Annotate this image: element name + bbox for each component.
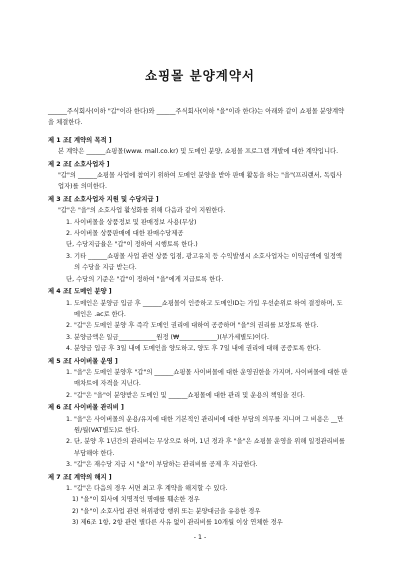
clause-line: 2. 사이버몰 상품판매에 대한 판매수당제공 — [66, 230, 184, 238]
clause-line: 3. "갑"은 재수당 지급 시 "을"이 부담하는 관리비를 공제 후 지급한다. — [66, 461, 258, 469]
clause-list — [48, 135, 348, 529]
article-heading: 제 5 조[ 사이버몰 운영 ] — [48, 357, 118, 365]
article-heading: 제 6 조[ 사이버몰 관리비 ] — [48, 404, 124, 412]
document-body — [48, 106, 348, 529]
intro-paragraph: ______주식회사(이하 "갑"이라 한다)와 ______주식회사(이하 "을"이라 한다)는 아래와 같이 쇼핑몰 분양계약을 체결한다. — [48, 108, 345, 127]
clause-line: 2. "갑"은 "을"이 분양받은 도메인 및 ______쇼핑몰에 대한 관리 및 운용의 책임을 진다. — [66, 391, 305, 399]
article-heading: 제 1 조[ 계약의 목적 ] — [48, 136, 112, 144]
clause-line: 1. "을"은 도메인 분양후 "갑"의 ______쇼핑몰 사이버몰에 대한 운영권한을 가지며, 사이버몰에 대한 판매차트에 자격을 지닌다. — [66, 368, 348, 388]
clause-line: 1. 사이버몰을 상품정보 및 판매정보 사용(무상) — [66, 218, 197, 226]
clause-line: "갑"의 ______쇼핑몰 사업에 참여키 위하여 도메인 분양을 받아 판매 활동을 하는 "을"(프리랜서, 독립사업자)를 의미한다. — [58, 172, 343, 191]
article-heading: 제 4 조[ 도메인 분양 ] — [48, 288, 112, 296]
clause-line: 1. "을"은 사이버몰의 운용/유지에 대한 기본적인 관리비에 대한 부담의 의무를 지니며 그 비용은 __만원/월(VAT별도)로 한다. — [66, 415, 344, 434]
article-heading: 제 2 조[ 소호사업자 ] — [48, 160, 110, 168]
clause-line: 2) "을"이 소호사업 관련 허위광랑 행위 또는 분양대금을 유용한 경우 — [72, 507, 261, 515]
clause-line: 2. 단, 분양 후 1년간의 관리비는 무상으로 하며, 1년 경과 후 "을"은 쇼핑몰 운영을 위해 일정관리비를 부담해야 한다. — [66, 438, 345, 457]
clause-line: 4. 분양금 입금 후 3일 내에 도메인을 양도하고, 양도 후 7일 내에 권리에 대해 공증토록 한다. — [66, 345, 321, 353]
clause-line: 1) "을"이 회사에 치명적인 명예를 훼손한 경우 — [72, 496, 200, 504]
article-heading: 제 3 조[ 소호사업자 지원 및 수당지급 ] — [48, 195, 159, 203]
clause-line: 1. 도메인은 분양금 입금 후 ______쇼핑몰이 인증하고 도메인ID는 가입 우선순위로 하여 결정하며, 도메인은 .ac로 한다. — [66, 299, 343, 318]
article-heading: 제 7 조[ 계약의 해지 ] — [48, 473, 112, 481]
clause-line: 본 계약은 ______쇼핑몰(www. mall.co.kr) 및 도메인 분양, 쇼핑몰 프로그램 개발에 대한 계약입니다. — [58, 148, 339, 156]
clause-line: 단, 수당지급율은 "갑"이 정하여 시행토록 한다.) — [66, 241, 198, 249]
clause-line: "갑"은 "을"의 소호사업 활성화를 위해 다음과 같이 지원한다. — [58, 207, 226, 215]
clause-line: 2. "갑"은 도메인 분양 후 즉각 도메인 권리에 대하여 공증하며 "을"의 권리를 보장토록 한다. — [66, 322, 319, 330]
clause-line: 단, 수당의 기준은 "갑"이 정하여 "을"에게 지급토록 한다. — [66, 275, 224, 283]
clause-line: 3) 제6조 1항, 2항 관련 별다른 사유 없이 관리비를 10개월 이상 연체한 경우 — [72, 519, 283, 527]
page-number: - 1 - — [193, 534, 207, 541]
clause-line: 3. 기타 ______쇼핑몰 사업 관련 상품 입점, 광고유치 등 수익발생시 소호사업자는 이익금액에 일정액의 수당을 지급 받는다. — [66, 252, 342, 272]
document-title: 쇼핑몰 분양계약서 — [145, 68, 255, 83]
clause-line: 1. "갑"은 다음의 경우 서면 최고 후 계약을 해지할 수 있다. — [66, 485, 228, 492]
clause-line: 3. 분양금액은 일금____________원정 (₩____________)(부가세별도)이다. — [66, 333, 269, 341]
